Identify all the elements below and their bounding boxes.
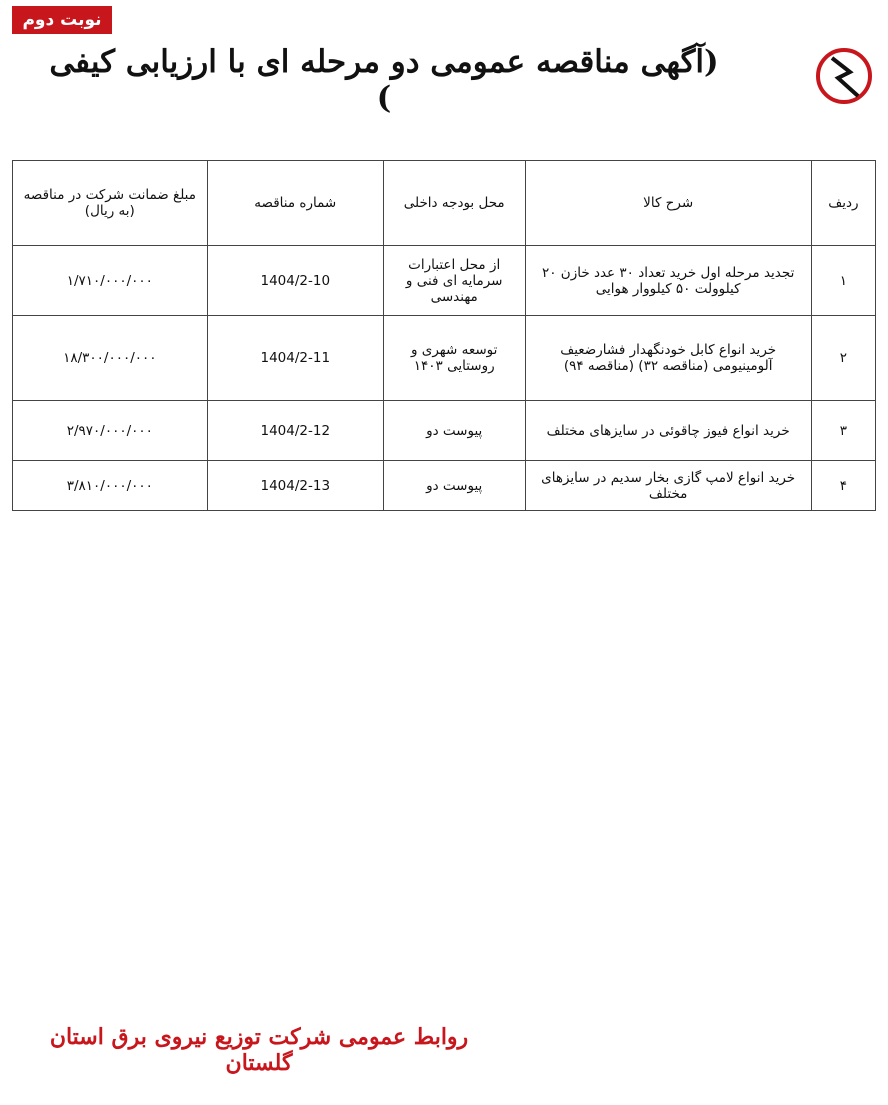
budget-source: پیوست دو <box>383 401 525 461</box>
row-number: ۳ <box>811 401 875 461</box>
tender-number: 1404/2-12 <box>207 401 383 461</box>
tender-number: 1404/2-10 <box>207 246 383 316</box>
header-goods-description: شرح کالا <box>525 161 811 246</box>
guarantee-amount: ۲/۹۷۰/۰۰۰/۰۰۰ <box>13 401 208 461</box>
table-header-row <box>13 161 876 246</box>
budget-source: توسعه شهری و روستایی ۱۴۰۳ <box>383 316 525 401</box>
guarantee-amount: ۳/۸۱۰/۰۰۰/۰۰۰ <box>13 461 208 511</box>
guarantee-amount: ۱/۷۱۰/۰۰۰/۰۰۰ <box>13 246 208 316</box>
footer-signature: روابط عمومی شرکت توزیع نیروی برق استان گلستان <box>49 1024 469 1076</box>
row-number: ۲ <box>811 316 875 401</box>
header-row-number: ردیف <box>811 161 875 246</box>
page-title: (آگهی مناقصه عمومی دو مرحله ای با ارزیابی کیفی ) <box>49 44 719 116</box>
intro-paragraph <box>18 102 870 148</box>
budget-source: پیوست دو <box>383 461 525 511</box>
table-row <box>13 316 876 401</box>
tender-number: 1404/2-13 <box>207 461 383 511</box>
round-badge: نوبت دوم <box>12 6 112 34</box>
row-number: ۴ <box>811 461 875 511</box>
table-row <box>13 246 876 316</box>
goods-description: خرید انواع لامپ گازی بخار سدیم در سایزهای مختلف <box>525 461 811 511</box>
goods-description: تجدید مرحله اول خرید تعداد ۳۰ عدد خازن ۲۰ کیلوولت ۵۰ کیلووار هوایی <box>525 246 811 316</box>
goods-table <box>12 160 876 511</box>
header-budget-source: محل بودجه داخلی <box>383 161 525 246</box>
row-number: ۱ <box>811 246 875 316</box>
budget-source: از محل اعتبارات سرمایه ای فنی و مهندسی <box>383 246 525 316</box>
goods-description: خرید انواع فیوز چاقوئی در سایزهای مختلف <box>525 401 811 461</box>
header-tender-number: شماره مناقصه <box>207 161 383 246</box>
goods-description: خرید انواع کابل خودنگهدار فشارضعیف آلومینیومی (مناقصه ۳۲) (مناقصه ۹۴) <box>525 316 811 401</box>
table-row <box>13 401 876 461</box>
tender-conditions <box>18 500 870 1000</box>
guarantee-amount: ۱۸/۳۰۰/۰۰۰/۰۰۰ <box>13 316 208 401</box>
tender-number: 1404/2-11 <box>207 316 383 401</box>
header-guarantee-amount: مبلغ ضمانت شرکت در مناقصه (به ریال) <box>13 161 208 246</box>
